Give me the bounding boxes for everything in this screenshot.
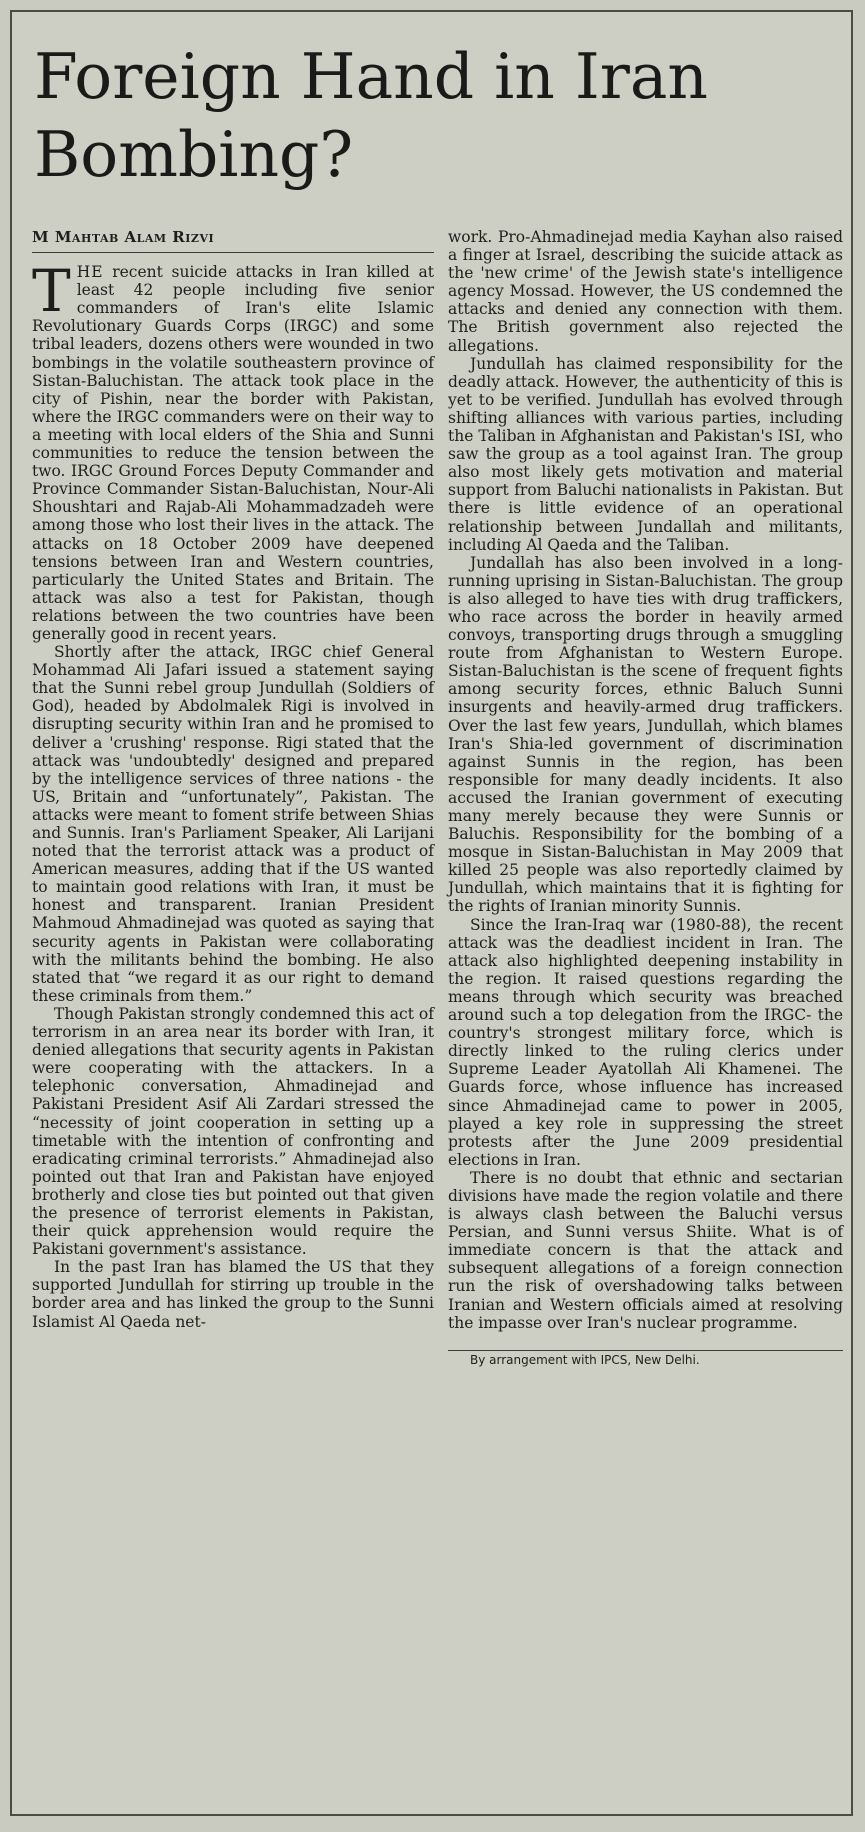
article-paragraph: Jundullah has claimed responsibility for the deadly attack. However, the authenticity of this is yet to be verified. Jundullah has evolved through shifting alliances with various parties, including the Taliban in Afghanistan and Pakistan's ISI, who saw the group as a tool against Iran. The group also most likely gets motivation and material support from Baluchi nationalists in Pakistan. But there is little evidence of an operational relationship between Jundallah and militants, including Al Qaeda and the Taliban. xyxy=(448,354,843,554)
first-word-rest: HE xyxy=(76,263,104,282)
headline: Foreign Hand in Iran Bombing? xyxy=(34,40,708,191)
newspaper-clipping xyxy=(10,10,853,1816)
article-paragraph: In the past Iran has blamed the US that they supported Jundullah for stirring up trouble in the border area and has linked the group to the Sunni Islamist Al Qaeda net- xyxy=(32,1258,434,1331)
paragraph-text: recent suicide attacks in Iran killed at least 42 people including five senior commanders of Iran's elite Islamic Revolutionary Guards Corps (IRGC) and some tribal leaders, dozens others were wounded in two bombings in the volatile southeastern province of Sistan-Baluchistan. The attack took place in the city of Pishin, near the border with Pakistan, where the IRGC commanders were on their way to a meeting with local elders of the Shia and Sunni communities to reduce the tension between the two. IRGC Ground Forces Deputy Commander and Province Commander Sistan-Baluchistan, Nour-Ali Shoushtari and Rajab-Ali Mohammadzadeh were among those who lost their lives in the attack. The attacks on 18 October 2009 have deepened tensions between Iran and Western countries, particularly the United States and Britain. The attack was also a test for Pakistan, though relations between the two countries have been generally good in recent years. xyxy=(32,263,434,643)
credit-line: By arrangement with IPCS, New Delhi. xyxy=(470,1352,700,1367)
byline: M Mahtab Alam Rizvi xyxy=(32,228,434,253)
article-paragraph xyxy=(32,257,434,643)
article-paragraph: Since the Iran-Iraq war (1980-88), the recent attack was the deadliest incident in Iran. The attack also highlighted deepening instability in the region. It raised questions regarding the means through which security was breached around such a top delegation from the IRGC- the country's strongest military force, which is directly linked to the ruling clerics under Supreme Leader Ayatollah Ali Khamenei. The Guards force, whose influence has increased since Ahmadinejad came to power in 2005, played a key role in suppressing the street protests after the June 2009 presidential elections in Iran. xyxy=(448,915,843,1169)
article-column-right xyxy=(448,228,843,1369)
article-paragraph: Jundallah has also been involved in a long-running uprising in Sistan-Baluchistan. The group is also alleged to have ties with drug traffickers, who race across the border in heavily armed convoys, transporting drugs through a smuggling route from Afghanistan to Western Europe. Sistan-Baluchistan is the scene of frequent fights among security forces, ethnic Baluch Sunni insurgents and heavily-armed drug traffickers. Over the last few years, Jundullah, which blames Iran's Shia-led government of discrimination against Sunnis in the region, has been responsible for many deadly incidents. It also accused the Iranian government of executing many merely because they were Sunnis or Baluchis. Responsibility for the bombing of a mosque in Sistan-Baluchistan in May 2009 that killed 25 people was also reportedly claimed by Jundullah, which maintains that it is fighting for the rights of Iranian minority Sunnis. xyxy=(448,553,843,916)
article-paragraph: There is no doubt that ethnic and sectarian divisions have made the region volatile and there is always clash between the Baluchi versus Persian, and Sunni versus Shiite. What is of immediate concern is that the attack and subsequent allegations of a foreign connection run the risk of overshadowing talks between Iranian and Western officials aimed at resolving the impasse over Iran's nuclear programme. xyxy=(448,1168,843,1332)
article-paragraph: Though Pakistan strongly condemned this act of terrorism in an area near its border with Iran, it denied allegations that security agents in Pakistan were cooperating with the attackers. In a telephonic conversation, Ahmadinejad and Pakistani President Asif Ali Zardari stressed the “necessity of joint cooperation in setting up a timetable with the intention of confronting and eradicating criminal terrorists.” Ahmadinejad also pointed out that Iran and Pakistan have enjoyed brotherly and close ties but pointed out that given the presence of terrorist elements in Pakistan, their quick apprehension would require the Pakistani government's assistance. xyxy=(32,1004,434,1259)
article-column-left xyxy=(32,228,434,1331)
article-paragraph: Shortly after the attack, IRGC chief General Mohammad Ali Jafari issued a statement saying that the Sunni rebel group Jundullah (Soldiers of God), headed by Abdolmalek Rigi is involved in disrupting security within Iran and he promised to deliver a 'crushing' response. Rigi stated that the attack was 'undoubtedly' designed and prepared by the intelligence services of three nations - the US, Britain and “unfortunately”, Pakistan. The attacks were meant to foment strife between Shias and Sunnis. Iran's Parliament Speaker, Ali Larijani noted that the terrorist attack was a product of American measures, adding that if the US wanted to maintain good relations with Iran, it must be honest and transparent. Iranian President Mahmoud Ahmadinejad was quoted as saying that security agents in Pakistan were collaborating with the militants behind the bombing. He also stated that “we regard it as our right to demand these criminals from them.” xyxy=(32,643,434,1005)
drop-cap: T xyxy=(32,257,71,326)
article-paragraph-continued: work. Pro-Ahmadinejad media Kayhan also raised a finger at Israel, describing the suicide attack as the 'new crime' of the Jewish state's intelligence agency Mossad. However, the US condemned the attacks and denied any connection with them. The British government also rejected the allegations. xyxy=(448,228,843,355)
